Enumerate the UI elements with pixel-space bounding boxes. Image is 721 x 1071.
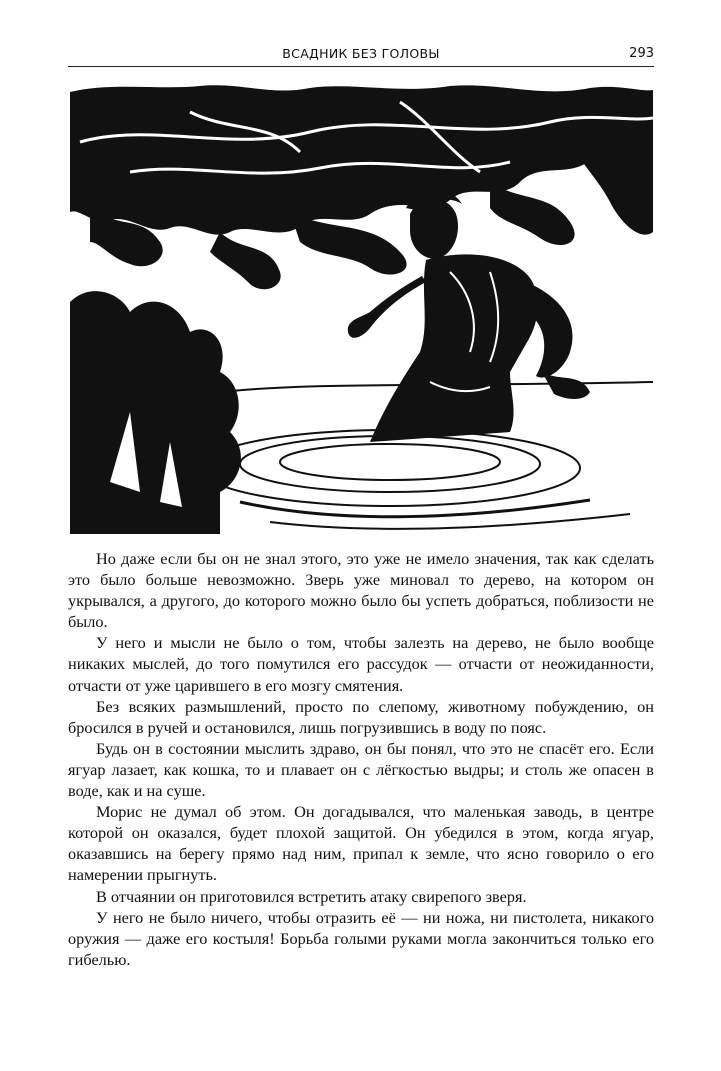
paragraph: Морис не думал об этом. Он догадывался, что маленькая заводь, в центре которой он оказался, будет плохой защитой. Он убедился в этом, когда ягуар, оказавшись на берегу прямо над ним, припал к земле, что ясно говорило о его намерении прыгнуть. [68, 802, 654, 885]
paragraph: Но даже если бы он не знал этого, это уже не имело значения, так как сделать это было больше невозможно. Зверь уже миновал то дерево, на котором он укрывался, а другого, до которого можно было бы успеть добраться, поблизости не было. [68, 549, 654, 632]
paragraph: В отчаянии он приготовился встретить атаку свирепого зверя. [96, 886, 527, 906]
paragraph: У него и мысли не было о том, чтобы залезть на дерево, не было вообще никаких мыслей, до того помутился его рассудок — отчасти от неожиданности, отчасти от уже царившего в его мозгу смятения. [68, 633, 654, 695]
running-title: ВСАДНИК БЕЗ ГОЛОВЫ [282, 46, 440, 61]
body-text [68, 548, 654, 970]
paragraph: У него не было ничего, чтобы отразить её — ни ножа, ни пистолета, никакого оружия — даже его костыля! Борьба голыми руками могла закончиться только его гибелью. [68, 907, 654, 969]
paragraph: Без всяких размышлений, просто по слепому, животному побуждению, он бросился в ручей и остановился, лишь погрузившись в воду по пояс. [68, 696, 654, 737]
paragraph: Будь он в состоянии мыслить здраво, он бы понял, что это не спасёт его. Если ягуар лазает, как кошка, то и плавает он с лёгкостью выдры; и столь же опасен в воде, как и на суше. [68, 738, 654, 801]
running-header [68, 44, 654, 67]
illustration-man-in-stream [70, 82, 653, 534]
page-number: 293 [629, 46, 654, 61]
